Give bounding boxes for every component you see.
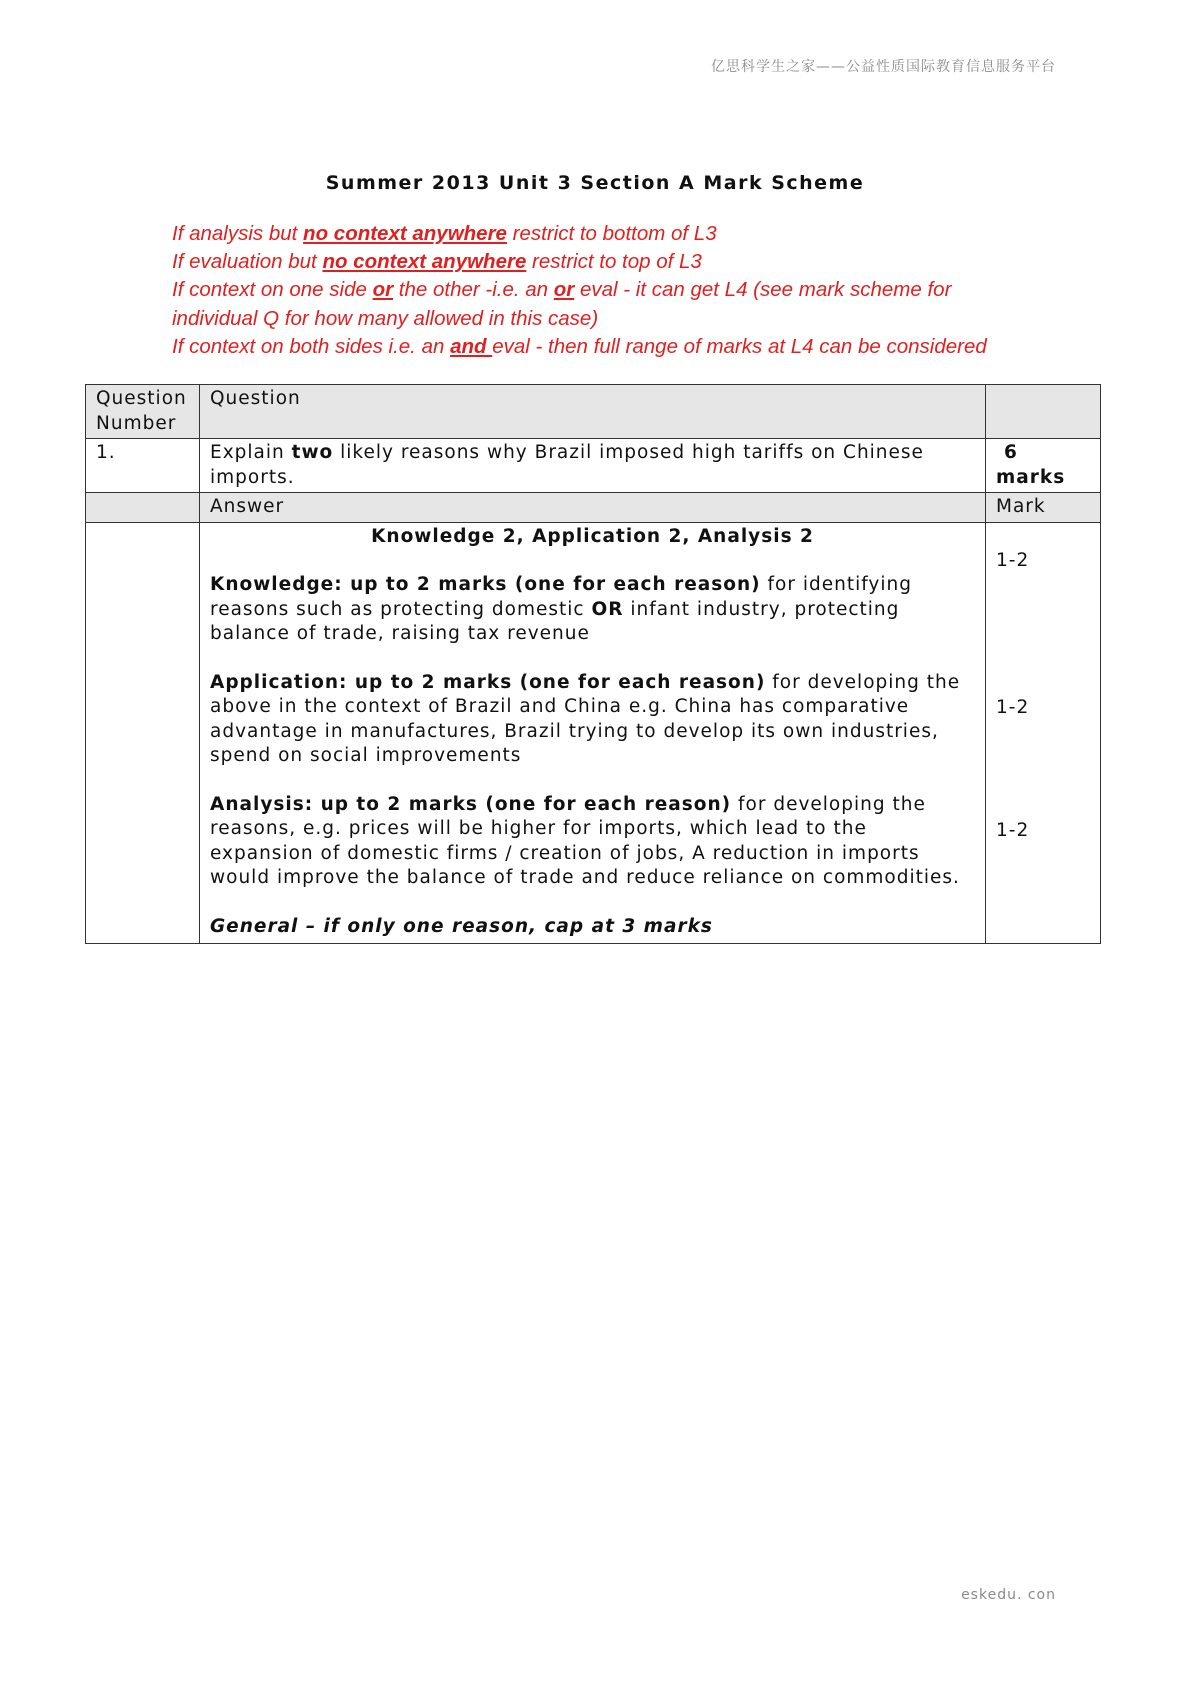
table-header-row [86,385,1101,439]
rule-emphasis: or [372,278,394,302]
rule-text: the other -i.e. an [393,278,554,302]
question-marks [986,439,1101,493]
header-empty [986,385,1101,439]
analysis-text: for developing the reasons, e.g. prices will be higher for imports, which lead to the expansion of domestic firms / creation of jobs, A reduction in imports would improve the balance of trade and reduce reliance on commodities. [210,793,960,888]
application-paragraph [210,671,975,769]
knowledge-text: for identifying reasons such as protecting domestic [210,574,912,620]
header-answer: Answer [200,493,986,523]
answer-marks [986,522,1101,944]
header-mark: Mark [986,493,1101,523]
answer-row [86,522,1101,944]
answer-number-empty [86,522,200,944]
knowledge-label: Knowledge: up to 2 marks (one for each reason) [210,574,761,595]
answer-heading: Knowledge 2, Application 2, Analysis 2 [371,525,814,547]
question-number: 1. [86,439,200,493]
knowledge-mark: 1-2 [996,549,1030,571]
rule-line [172,333,1052,361]
rule-emphasis: no context anywhere [303,222,507,245]
document-title: Summer 2013 Unit 3 Section A Mark Scheme [325,172,865,194]
question-text-part: Explain [210,442,292,463]
application-label: Application: up to 2 marks (one for each reason) [210,671,766,693]
application-mark: 1-2 [996,696,1030,718]
question-text [200,439,986,493]
rule-line [172,220,1052,248]
site-header-text: 亿思科学生之家——公益性质国际教育信息服务平台 [711,59,1056,75]
analysis-paragraph [210,793,975,891]
analysis-mark: 1-2 [996,819,1030,841]
question-text-part: likely reasons why Brazil imposed high tariffs on Chinese imports. [210,442,924,488]
knowledge-text: infant industry, protecting balance of trade, raising tax revenue [210,598,900,644]
header-question-number: Question Number [86,385,200,439]
rule-emphasis: or [553,278,575,302]
application-text: for developing the above in the context of Brazil and China e.g. China has comparative advantage in manufactures, Brazil trying to develop its own industries, spend on social improvements [210,671,961,766]
knowledge-paragraph [210,573,975,647]
rule-text: restrict to top of L3 [526,250,702,274]
question-text-bold: two [291,442,334,463]
mark-scheme-table [85,384,1101,944]
question-row [86,439,1101,493]
answer-content [200,522,986,944]
rule-text: individual Q for how many allowed in this case) [172,306,599,330]
rule-text: If analysis but [172,222,304,245]
rule-line [172,305,1052,333]
rule-emphasis: and [450,334,493,358]
marks-word: marks [996,466,1066,488]
site-footer-text: eskedu. con [961,1587,1056,1603]
marks-number: 6 [1004,442,1018,463]
rule-text: restrict to bottom of L3 [506,222,717,245]
rule-text: eval - it can get L4 (see mark scheme for [574,278,952,302]
analysis-label: Analysis: up to 2 marks (one for each reason) [210,793,732,815]
rule-line [172,248,1052,276]
answer-header-empty [86,493,200,523]
answer-header-row [86,493,1101,523]
rule-text: If context on one side [172,278,373,302]
rule-text: If context on both sides i.e. an [172,334,451,358]
marking-rules [172,220,1052,361]
rule-text: If evaluation but [172,250,323,274]
rule-emphasis: no context anywhere [322,250,527,274]
header-question: Question [200,385,986,439]
rule-text: eval - then full range of marks at L4 can be considered [492,334,987,358]
general-note: General – if only one reason, cap at 3 marks [210,915,713,937]
rule-line [172,276,1052,304]
knowledge-or: OR [591,598,624,620]
